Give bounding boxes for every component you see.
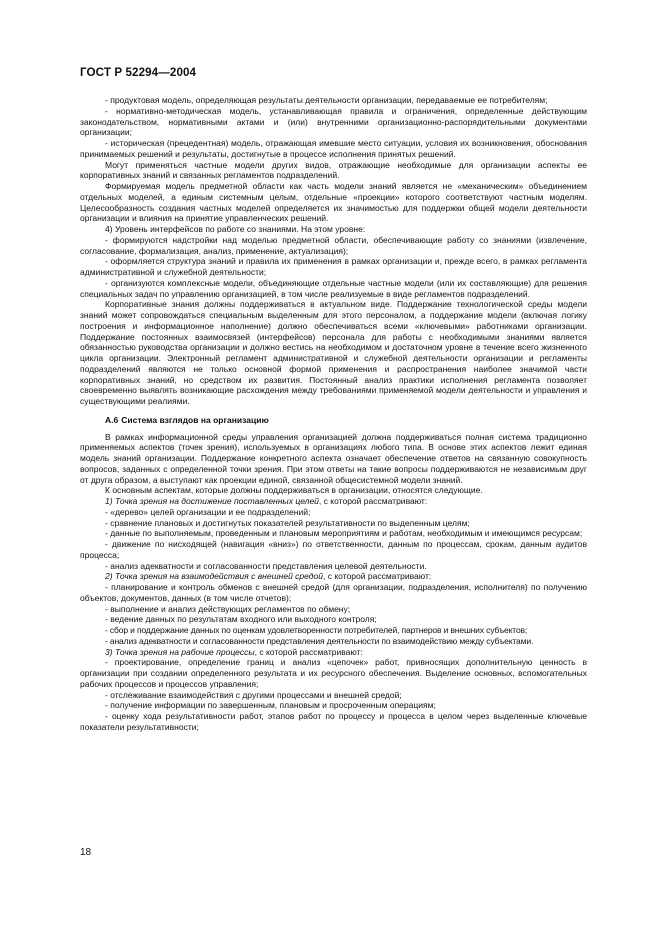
paragraph: - формируются надстройки над моделью предметной области, обеспечивающие работу со знаниями (извлечение, согласование, формализация, анализ, применение, актуализация); <box>80 234 587 256</box>
aspect-rest: , с которой рассматривают: <box>318 496 428 506</box>
list-item: - «дерево» целей организации и ее подразделений; <box>105 506 311 517</box>
page-number: 18 <box>80 847 92 858</box>
paragraph: - нормативно-методическая модель, устанавливающая правила и ограничения, определенные действующим законодательством, нормативными актами и (или) внутренними организационно-распорядительными документами организации; <box>80 105 587 138</box>
paragraph: - историческая (прецедентная) модель, отражающая имевшие место ситуации, условия их возникновения, обоснования принимаемых решений и результаты, достигнутые в процессе исполнения принятых решений. <box>80 138 587 159</box>
aspect-heading <box>80 571 587 582</box>
paragraph: В рамках информационной среды управления организацией должна поддерживаться полная система традиционно применяемых аспектов (точек зрения), используемых в организациях любого типа. В основе этих аспектов лежит единая модель знаний организации. Поддержание конкретного аспекта означает обеспечение ответов на связанную совокупность вопросов, заданных с определенной точки зрения. При этом ответы на такие вопросы поддерживаются не независимым друг от друга образом, а выступают как проекции единой, связанной общесистемной модели знаний. <box>80 431 587 485</box>
list-item: - сбор и поддержание данных по оценкам удовлетворенности потребителей, партнеров и внешних субъектов; <box>105 625 528 635</box>
list-item: - данные по выполняемым, проведенным и плановым мероприятиям и работам, необходимым и имеющимся ресурсам; <box>105 528 583 539</box>
list-item: - получение информации по завершенным, плановым и просроченным операциям; <box>105 700 436 711</box>
list-item: - проектирование, определение границ и анализ «цепочек» работ, привносящих дополнительную ценность в организации при создании определенного результата и их ресурсного обеспечения. Выделение основных, вспомогательных рабочих процессов и процессов управления; <box>80 657 587 689</box>
aspect-rest: , с которой рассматривают: <box>254 646 363 657</box>
list-item: - сравнение плановых и достигнутых показателей результативности по выделенным целям; <box>105 517 470 528</box>
paragraph: - оформляется структура знаний и правила их применения в рамках организации и, прежде всего, в рамках регламента административной и служебной деятельности; <box>80 256 587 277</box>
aspect-heading <box>80 647 587 658</box>
section-heading <box>80 415 587 426</box>
aspect-lead: 1) Точка зрения на достижение поставленных целей <box>105 496 319 506</box>
document-body <box>80 95 587 733</box>
section-number: А.6 <box>105 414 119 425</box>
page-header-standard-code: ГОСТ Р 52294—2004 <box>80 66 197 79</box>
list-item: - анализ адекватности и согласованности представления целевой деятельности. <box>105 560 427 571</box>
paragraph: 4) Уровень интерфейсов по работе со знаниями. На этом уровне: <box>105 224 366 234</box>
aspect-lead: 3) Точка зрения на рабочие процессы <box>105 646 255 657</box>
aspect-lead: 2) Точка зрения на взаимодействия с внешней средой <box>105 571 323 582</box>
paragraph: К основным аспектам, которые должны поддерживаться в организации, относятся следующие. <box>105 485 483 496</box>
aspect-rest: , с которой рассматривают: <box>322 571 432 582</box>
paragraph: - организуются комплексные модели, объединяющие отдельные частные модели (или их составляющие) для решения специальных задач по управлению организацией, в том числе реализуемые в виде регламентов подразделений. <box>80 277 587 299</box>
list-item: - выполнение и анализ действующих регламентов по обмену; <box>105 603 351 614</box>
list-item: - анализ адекватности и согласованности представления деятельности по взаимодействию между субъектами. <box>105 635 534 646</box>
section-title: Система взглядов на организацию <box>121 414 269 425</box>
paragraph: Формируемая модель предметной области как часть модели знаний является не «механическим» объединением отдельных моделей, а единым системным целым, отдельные «проекции» которого соответствуют частным моделям. Целесообразность создания частных моделей определяется их значимостью для поддержки общей модели деятельности организации и влияния на принятие управленческих решений. <box>80 181 587 224</box>
paragraph: - продуктовая модель, определяющая результаты деятельности организации, передаваемые ее потребителям; <box>105 95 548 105</box>
list-item: - оценку хода результативности работ, этапов работ по процессу и процесса в целом через выделенные ключевые показатели результативности; <box>80 711 587 732</box>
list-item: - движение по нисходящей (навигация «вниз») по ответственности, данным по процессам, срокам, данным аудитов процесса; <box>80 539 587 560</box>
list-item: - ведение данных по результатам входного или выходного контроля; <box>105 614 377 625</box>
list-item: - планирование и контроль обменов с внешней средой (для организации, подразделения, исполнителя) по получению объектов, документов, данных (в том числе отчетов); <box>80 582 587 603</box>
list-item: - отслеживание взаимодействия с другими процессами и внешней средой; <box>105 689 402 700</box>
aspect-heading <box>80 496 587 507</box>
paragraph: Корпоративные знания должны поддерживаться в актуальном виде. Поддержание технологической среды модели знаний может сопровождаться специальным выделенным для этого персоналом, а поддержание модели (включая логику построения и информационное наполнение) должно обеспечиваться всеми «ключевыми» работниками организации. Поддержание постоянных взаимосвязей (интерфейсов) персонала для работы с необходимыми знаниями является обязанностью руководства организации и должно вестись на необходимом и достаточном уровне в течение всего жизненного цикла организации. Электронный регламент административной и служебной деятельности организации и регламенты подразделений являются не только основной формой применения и распространения наиболее значимой части корпоративных знаний, но средством их развития. Постоянный анализ практики исполнения регламента позволяет своевременно выявлять возникающие расхождения между требованиями применяемой модели деятельности и управления и существующими реалиями. <box>80 299 587 406</box>
paragraph: Могут применяться частные модели других видов, отражающие необходимые для организации аспекты ее корпоративных знаний и связанных регламентов подразделений. <box>80 159 587 181</box>
